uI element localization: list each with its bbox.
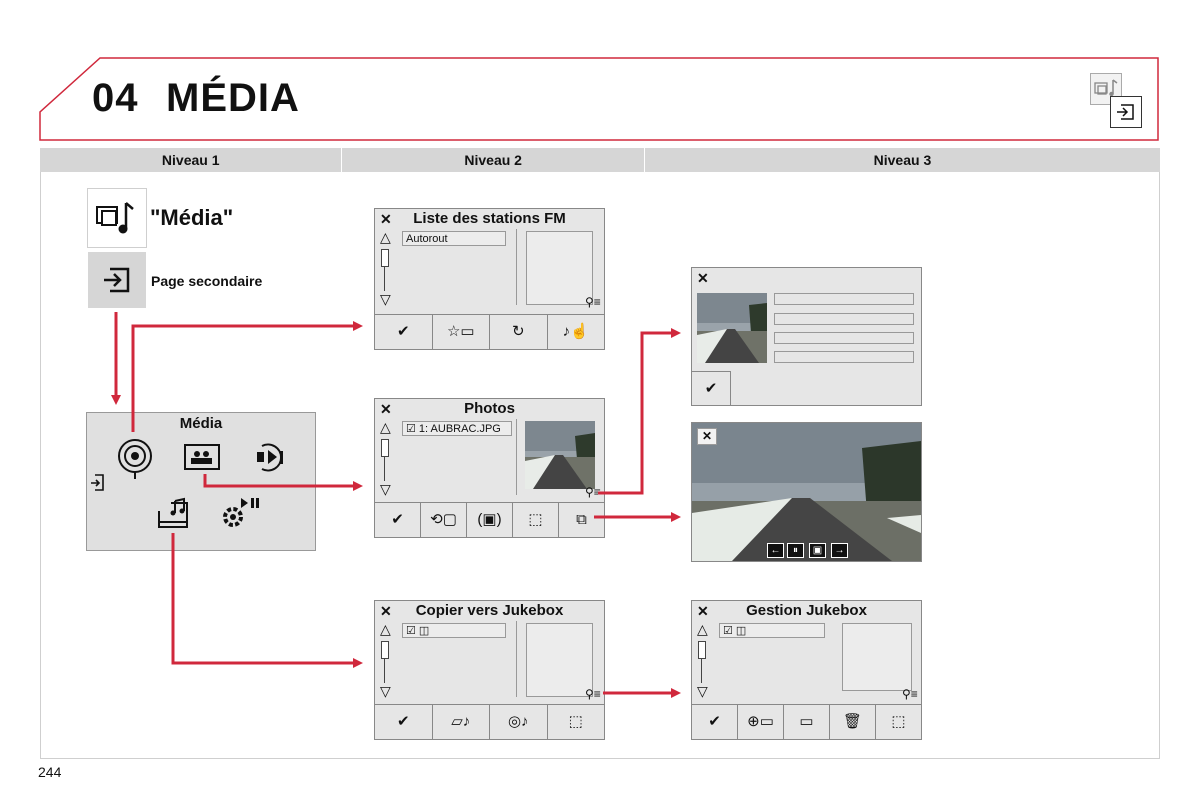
rename-icon[interactable]: ▭	[784, 705, 830, 739]
chapter-number: 04	[92, 76, 139, 120]
previous-icon[interactable]: ←	[767, 543, 784, 558]
level-3-header: Niveau 3	[873, 152, 932, 168]
close-icon[interactable]: ✕	[380, 211, 392, 227]
rotate-icon[interactable]: ⟲▢	[421, 503, 467, 537]
scroll-up-icon[interactable]: △	[697, 621, 708, 637]
refresh-icon[interactable]: ↻	[490, 315, 548, 349]
close-icon[interactable]: ✕	[380, 603, 392, 619]
arrow-to-details	[598, 333, 678, 493]
scroll-down-icon[interactable]: ▽	[697, 683, 708, 699]
jukebox-list-item[interactable]: ☑ ◫	[719, 623, 825, 638]
select-icon[interactable]: ⬚	[891, 713, 906, 730]
jukebox-screen-title: Gestion Jukebox	[746, 602, 867, 619]
touch-icon[interactable]: ♪☝	[562, 323, 589, 340]
fullscreen-icon[interactable]: ⧉	[576, 511, 587, 528]
scroll-down-icon[interactable]: ▽	[380, 683, 391, 699]
confirm-icon[interactable]: ✔	[692, 371, 731, 406]
scroll-up-icon[interactable]: △	[380, 621, 391, 637]
confirm-icon[interactable]: ✔	[375, 705, 433, 739]
arrow-radio-to-fm	[133, 326, 360, 432]
folder-music-icon[interactable]: ▱♪	[433, 705, 491, 739]
zoom-list-icon[interactable]: ⚲≡	[902, 687, 918, 701]
zoom-list-icon[interactable]: ⚲≡	[585, 485, 601, 499]
close-icon[interactable]: ✕	[697, 428, 717, 445]
copy-list-item[interactable]: ☑ ◫	[402, 623, 506, 638]
level1-title: "Média"	[150, 205, 234, 230]
zoom-list-icon[interactable]: ⚲≡	[585, 295, 601, 309]
close-icon[interactable]: ✕	[380, 401, 392, 417]
pause-icon[interactable]: ⏸	[787, 543, 804, 558]
arrow-jukebox-to-copy	[173, 533, 360, 663]
chapter-title: MÉDIA	[166, 76, 300, 120]
zoom-list-icon[interactable]: ⚲≡	[585, 687, 601, 701]
slideshow-icon[interactable]: (▣)	[467, 503, 513, 537]
photos-screen-title: Photos	[464, 400, 515, 417]
delete-icon[interactable]: 🗑	[830, 705, 876, 739]
media-menu-title: Média	[179, 415, 223, 432]
select-icon[interactable]: ⬚	[568, 713, 583, 730]
level-1-header: Niveau 1	[40, 148, 342, 172]
scroll-down-icon[interactable]: ▽	[380, 481, 391, 497]
confirm-icon[interactable]: ✔	[692, 705, 738, 739]
close-icon[interactable]: ✕	[697, 603, 709, 619]
photo-list-item[interactable]: ☑ 1: AUBRAC.JPG	[402, 421, 512, 436]
scroll-up-icon[interactable]: △	[380, 229, 391, 245]
close-icon[interactable]: ✕	[697, 270, 709, 286]
select-icon[interactable]: ⬚	[513, 503, 559, 537]
confirm-icon[interactable]: ✔	[375, 503, 421, 537]
add-folder-icon[interactable]: ⊕▭	[738, 705, 784, 739]
fm-screen-title: Liste des stations FM	[413, 210, 566, 227]
cd-music-icon[interactable]: ◎♪	[490, 705, 548, 739]
copy-screen-title: Copier vers Jukebox	[415, 602, 564, 619]
photo-file-name: 1: AUBRAC.JPG	[418, 423, 501, 435]
favorite-radio-icon[interactable]: ☆▭	[433, 315, 491, 349]
next-icon[interactable]: →	[831, 543, 848, 558]
confirm-icon[interactable]: ✔	[375, 315, 433, 349]
station-list-item[interactable]: Autorout	[402, 231, 506, 246]
page-number: 244	[38, 764, 62, 780]
arrow-photos-to-photos	[205, 474, 360, 486]
slideshow-icon[interactable]: ▣	[809, 543, 826, 558]
scroll-down-icon[interactable]: ▽	[380, 291, 391, 307]
scroll-up-icon[interactable]: △	[380, 419, 391, 435]
secondary-page-label: Page secondaire	[151, 273, 263, 289]
level-2-header: Niveau 2	[342, 148, 644, 172]
